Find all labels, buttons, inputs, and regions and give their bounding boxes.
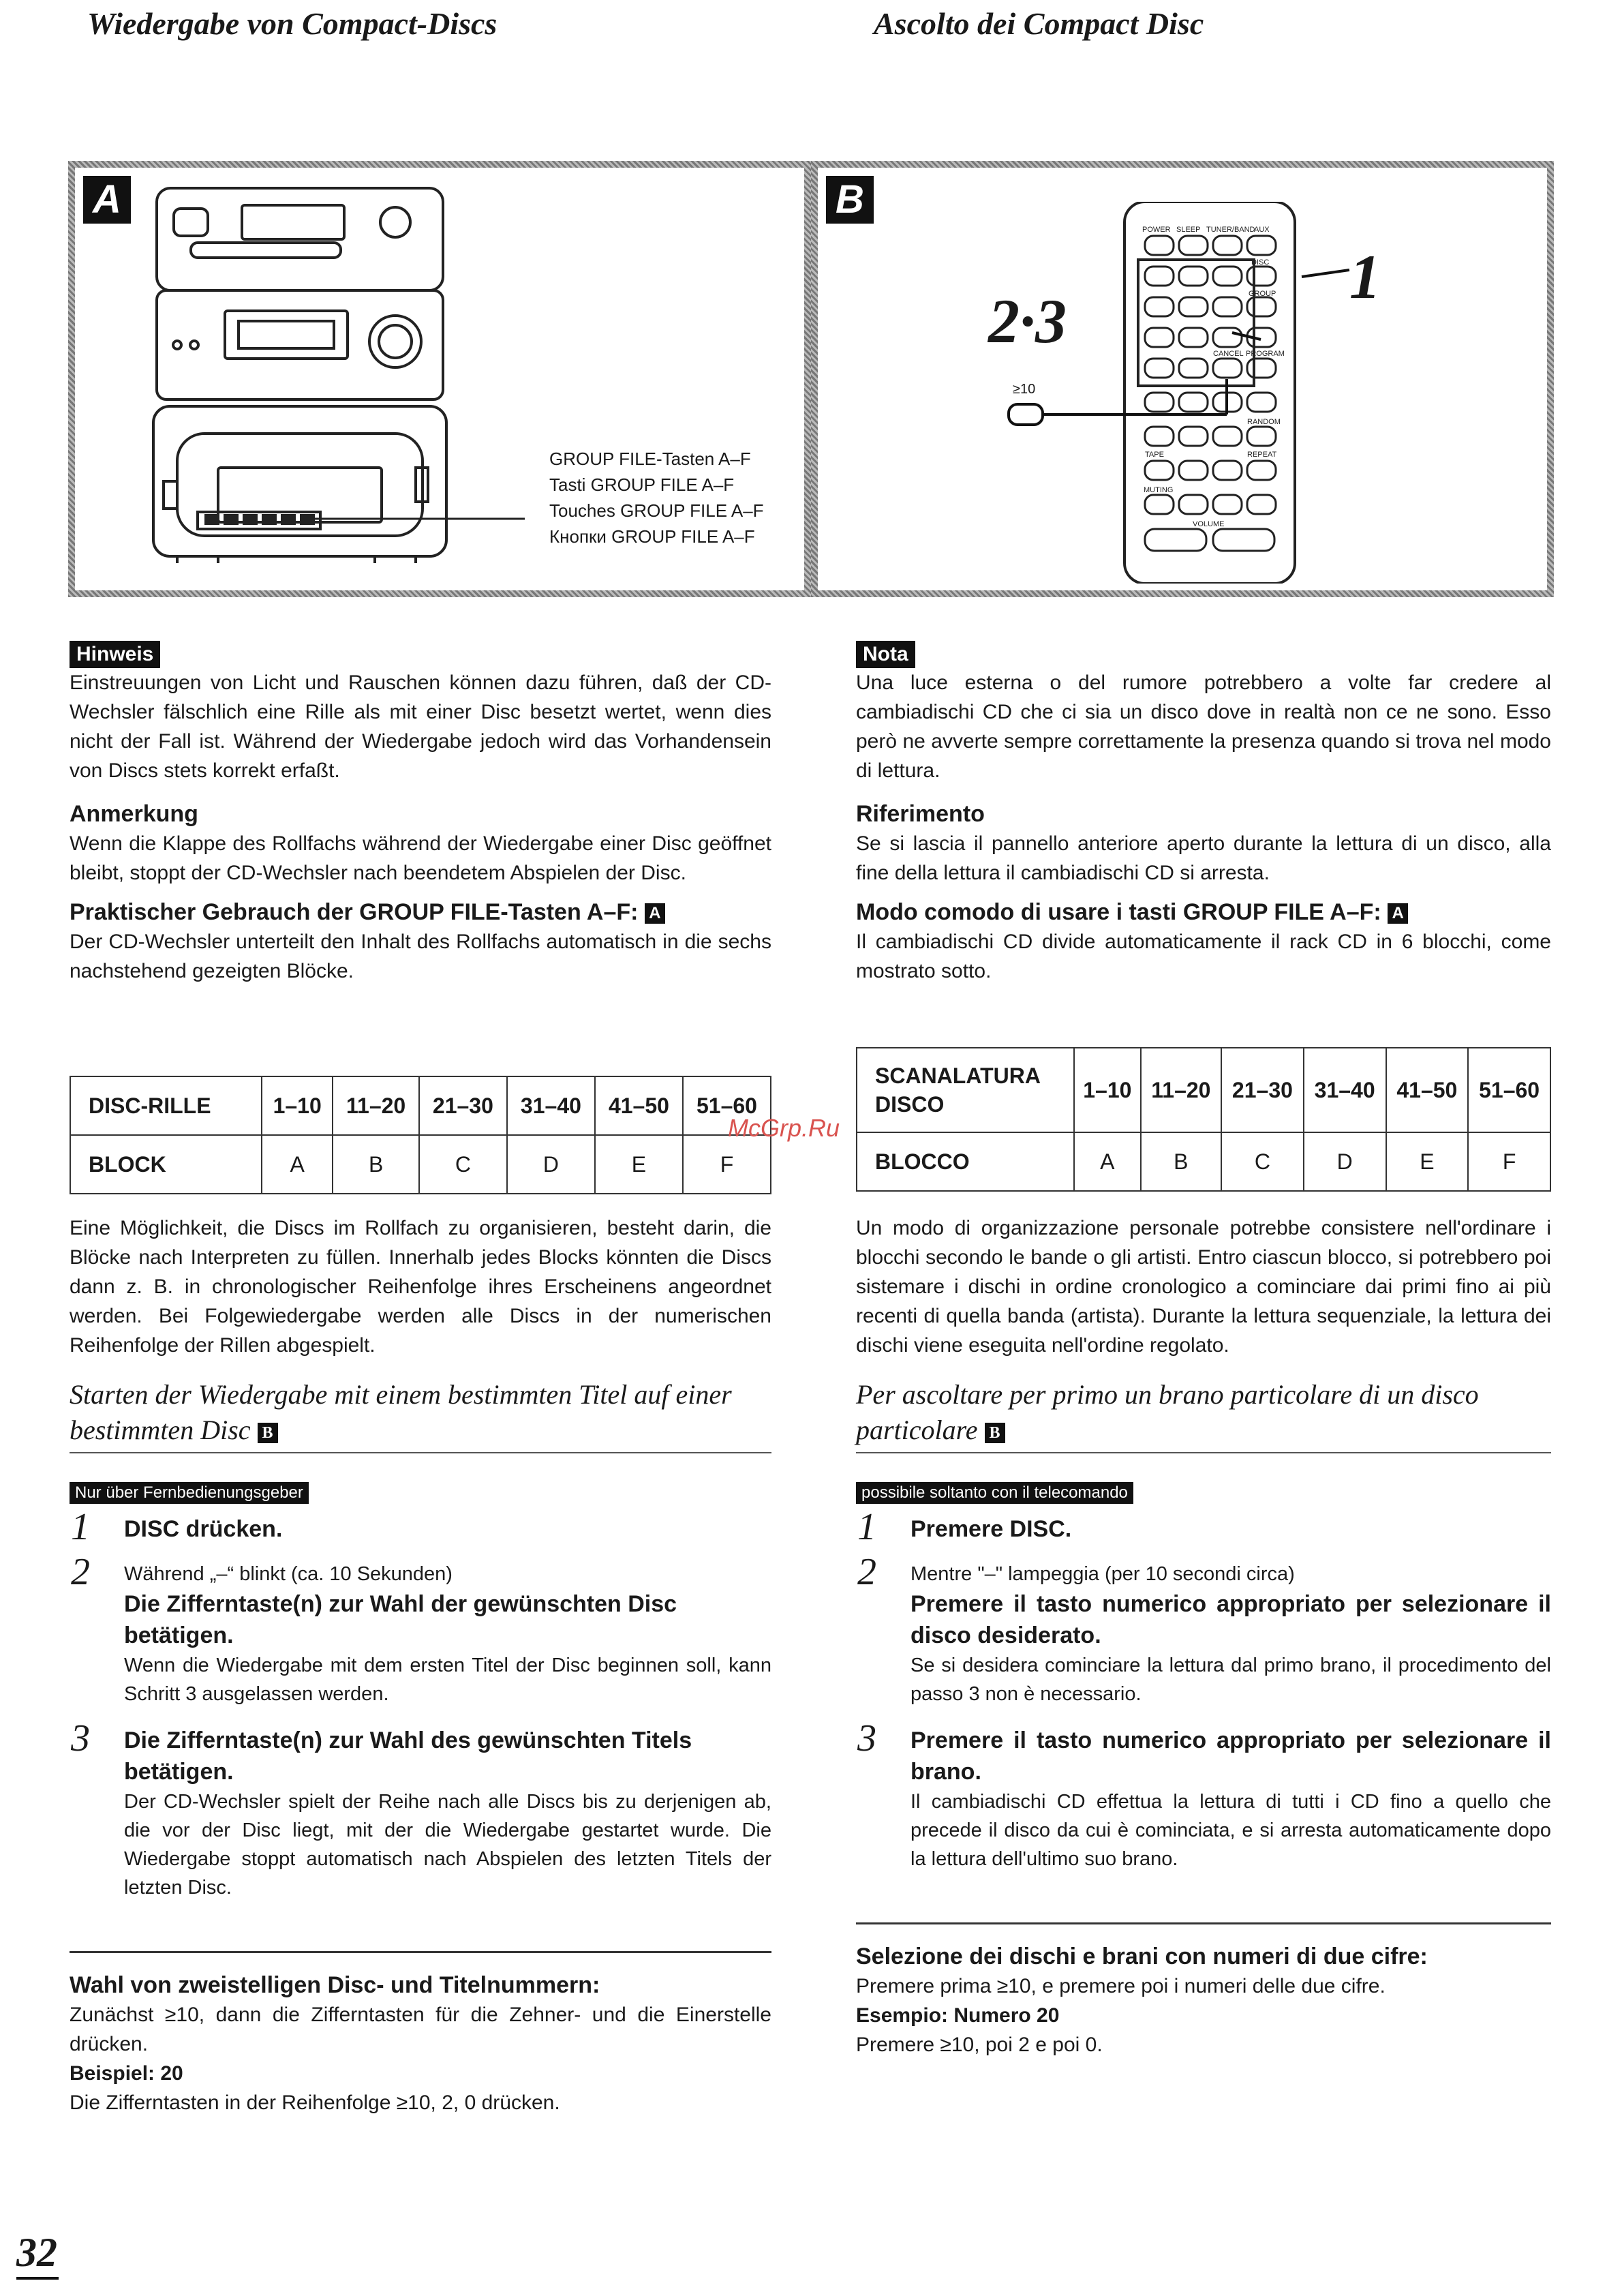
remote-label-muting: MUTING (1144, 486, 1174, 494)
start-heading-it (856, 1377, 1551, 1448)
two-digit-example-it: Premere ≥10, poi 2 e poi 0. (856, 2034, 1103, 2056)
key-10-label: ≥10 (1013, 382, 1036, 397)
remote-label-aux: AUX (1254, 226, 1270, 234)
hinweis-tag: Hinweis (70, 641, 160, 668)
range-cell: 31–40 (507, 1076, 595, 1135)
remote-callout-lines (811, 161, 1540, 584)
step-3-block-de (124, 1725, 771, 1902)
remote-label-power: POWER (1142, 226, 1171, 234)
range-cell: 21–30 (1221, 1048, 1304, 1132)
remote-label-random: RANDOM (1247, 418, 1281, 426)
remote-label-tuner: TUNER/BAND (1206, 226, 1255, 234)
table-row (857, 1132, 1550, 1191)
two-digit-section-de (70, 1970, 771, 2117)
table-row (70, 1135, 771, 1194)
step-number: 3 (71, 1717, 90, 1759)
remote-label-disc: DISC (1251, 258, 1270, 267)
step-1-text-de: DISC drücken. (124, 1516, 283, 1542)
block-cell: F (683, 1135, 771, 1194)
step-number: 2 (857, 1551, 876, 1593)
remote-only-tag-it: possibile soltanto con il telecomando (856, 1482, 1133, 1504)
block-cell: F (1468, 1132, 1550, 1191)
group-file-label-de: GROUP FILE-Tasten A–F (549, 449, 751, 469)
block-cell: C (419, 1135, 507, 1194)
range-cell: 41–50 (595, 1076, 683, 1135)
riferimento-heading: Riferimento (856, 801, 985, 827)
callout-step-23: 2·3 (988, 286, 1067, 356)
disc-block-table-it (856, 1047, 1551, 1192)
group-file-label-list (549, 446, 764, 549)
group-file-text-it: Il cambiadischi CD divide automaticamente il rack CD in 6 blocchi, come mostrato sotto. (856, 931, 1551, 982)
remote-label-group: GROUP (1249, 290, 1276, 298)
two-digit-section-it (856, 1942, 1551, 2059)
example-label-it: Esempio: Numero 20 (856, 2004, 1060, 2027)
block-cell: C (1221, 1132, 1304, 1191)
group-file-heading-de (70, 897, 771, 927)
example-label-de: Beispiel: 20 (70, 2062, 183, 2085)
range-cell: 51–60 (683, 1076, 771, 1135)
remote-label-sleep: SLEEP (1176, 226, 1201, 234)
step-1-text-it: Premere DISC. (910, 1516, 1072, 1542)
disc-block-table-de (70, 1076, 771, 1194)
table-header-cell: BLOCCO (857, 1132, 1074, 1191)
remote-label-volume: VOLUME (1193, 520, 1225, 528)
step-2-condition-it: Mentre "–" lampeggia (per 10 secondi circa) (910, 1563, 1295, 1585)
figure-a-badge: A (83, 176, 131, 224)
hinweis-text: Einstreuungen von Licht und Rauschen können dazu führen, daß der CD-Wechsler fälschlich eine Rille als mit einer Disc besetzt wertet, wenn dies nicht der Fall ist. Während der Wiedergabe jedoch wird das Vorhandensein von Discs stets korrekt erfaßt. (70, 671, 771, 782)
step-number: 1 (857, 1506, 876, 1548)
start-heading-it-text: Per ascoltare per primo un brano particolare di un disco particolare (856, 1379, 1479, 1445)
two-digit-text-it: Premere prima ≥10, e premere poi i numeri delle due cifre. (856, 1975, 1386, 1997)
anmerkung-heading: Anmerkung (70, 801, 198, 827)
step-2-action-it: Premere il tasto numerico appropriato per selezionare il disco desiderato. (910, 1591, 1551, 1648)
remote-only-tag-de: Nur über Fernbedienungsgeber (70, 1482, 309, 1504)
figure-ref-b: B (985, 1423, 1005, 1443)
group-file-label-it: Tasti GROUP FILE A–F (549, 474, 735, 495)
step-3-action-de: Die Zifferntaste(n) zur Wahl des gewünschten Titels betätigen. (124, 1727, 692, 1785)
figure-b-badge: B (826, 176, 874, 224)
group-file-text-de: Der CD-Wechsler unterteilt den Inhalt des Rollfachs automatisch in die sechs nachstehend gezeigten Blöcke. (70, 931, 771, 982)
callout-step-1: 1 (1349, 242, 1381, 312)
block-cell: A (262, 1135, 333, 1194)
step-2-block-it (910, 1560, 1551, 1708)
block-cell: D (1304, 1132, 1386, 1191)
range-cell: 11–20 (1141, 1048, 1221, 1132)
divider (70, 1951, 771, 1953)
organize-text-it: Un modo di organizzazione personale potrebbe consistere nell'ordinare i blocchi secondo le bande o gli artisti. Entro ciascun blocco, si potrebbero poi sistemare i dischi in ordine cronologico a cominciare dai primi fino ai più recenti di quella banda (artista). Durante la lettura sequenziale, la lettura dei dischi viene eseguita nell'ordine regolato. (856, 1217, 1551, 1357)
remote-label-repeat: REPEAT (1247, 451, 1277, 459)
remote-label-cancel: CANCEL (1213, 350, 1244, 358)
step-3-action-it: Premere il tasto numerico appropriato per selezionare il brano. (910, 1727, 1551, 1785)
figure-b-frame (811, 161, 1554, 597)
start-heading-de-text: Starten der Wiedergabe mit einem bestimmten Titel auf einer bestimmten Disc (70, 1379, 732, 1445)
block-cell: E (595, 1135, 683, 1194)
table-header-cell: BLOCK (70, 1135, 262, 1194)
block-cell: A (1074, 1132, 1141, 1191)
italian-column (856, 641, 1551, 986)
group-file-heading-de-text: Praktischer Gebrauch der GROUP FILE-Tasten A–F: (70, 899, 639, 925)
step-3-note-de: Der CD-Wechsler spielt der Reihe nach alle Discs bis zu derjenigen ab, die vor der Disc liegt, mit der die Wiedergabe gestartet wurde. Die Wiedergabe stoppt automatisch nach Abspielen des letzten Titels der letzten Disc. (124, 1791, 771, 1899)
block-cell: B (1141, 1132, 1221, 1191)
table-row (70, 1076, 771, 1135)
divider (856, 1452, 1551, 1453)
remote-label-program: PROGRAM (1246, 350, 1285, 358)
table-row (857, 1048, 1550, 1132)
step-2-action-de: Die Zifferntaste(n) zur Wahl der gewünschten Disc betätigen. (124, 1591, 677, 1648)
german-column (70, 641, 771, 986)
stereo-system-illustration (143, 181, 525, 563)
step-number: 2 (71, 1551, 90, 1593)
range-cell: 31–40 (1304, 1048, 1386, 1132)
step-2-condition-de: Während „–“ blinkt (ca. 10 Sekunden) (124, 1563, 453, 1585)
anmerkung-text: Wenn die Klappe des Rollfachs während der Wiedergabe einer Disc geöffnet bleibt, stoppt der CD-Wechsler nach beendetem Abspielen der Disc. (70, 832, 771, 884)
figure-ref-a: A (1388, 903, 1408, 924)
step-3-note-it: Il cambiadischi CD effettua la lettura di tutti i CD fino a quello che precede il disco da cui è cominciata, e si arresta automaticamente dopo la lettura dell'ultimo suo brano. (910, 1791, 1551, 1870)
figure-ref-a: A (645, 903, 665, 924)
range-cell: 11–20 (333, 1076, 419, 1135)
group-file-heading-it-text: Modo comodo di usare i tasti GROUP FILE A–F: (856, 899, 1381, 925)
start-heading-de (70, 1377, 771, 1448)
step-number: 3 (857, 1717, 876, 1759)
block-cell: B (333, 1135, 419, 1194)
divider (856, 1922, 1551, 1924)
range-cell: 1–10 (262, 1076, 333, 1135)
figure-a-frame (68, 161, 811, 597)
range-cell: 41–50 (1386, 1048, 1469, 1132)
table-header-cell: DISC-RILLE (70, 1076, 262, 1135)
block-cell: E (1386, 1132, 1469, 1191)
remote-label-tape: TAPE (1145, 451, 1164, 459)
two-digit-example-de: Die Zifferntasten in der Reihenfolge ≥10, 2, 0 drücken. (70, 2091, 560, 2114)
range-cell: 21–30 (419, 1076, 507, 1135)
figure-ref-b: B (258, 1423, 278, 1443)
nota-text: Una luce esterna o del rumore potrebbero a volte far credere al cambiadischi CD che ci sia un disco dove in realtà non ce ne sono. Esso però ne avverte sempre correttamente la presenza quando si trova nel modo di lettura. (856, 671, 1551, 782)
page-title-right: Ascolto dei Compact Disc (874, 6, 1204, 41)
two-digit-text-de: Zunächst ≥10, dann die Zifferntasten für die Zehner- und die Einerstelle drücken. (70, 2004, 771, 2055)
step-2-note-it: Se si desidera cominciare la lettura dal primo brano, il procedimento del passo 3 non è necessario. (910, 1655, 1551, 1705)
page-number: 32 (16, 2230, 57, 2275)
two-digit-heading-it: Selezione dei dischi e brani con numeri di due cifre: (856, 1944, 1428, 1969)
group-file-heading-it (856, 897, 1551, 927)
two-digit-heading-de: Wahl von zweistelligen Disc- und Titelnummern: (70, 1972, 600, 1998)
page-number-underline (16, 2277, 59, 2280)
nota-tag: Nota (856, 641, 915, 668)
watermark-text: McGrp.Ru (728, 1114, 840, 1142)
page-title-left: Wiedergabe von Compact-Discs (87, 6, 498, 41)
table-header-line: DISCO (875, 1092, 945, 1117)
riferimento-text: Se si lascia il pannello anteriore aperto durante la lettura di un disco, alla fine della lettura il cambiadischi CD si arresta. (856, 832, 1551, 884)
range-cell: 1–10 (1074, 1048, 1141, 1132)
block-cell: D (507, 1135, 595, 1194)
step-2-note-de: Wenn die Wiedergabe mit dem ersten Titel der Disc beginnen soll, kann Schritt 3 ausgelassen werden. (124, 1655, 771, 1705)
step-number: 1 (71, 1506, 90, 1548)
range-cell: 51–60 (1468, 1048, 1550, 1132)
table-header-line: SCANALATURA (875, 1063, 1041, 1088)
step-3-block-it (910, 1725, 1551, 1873)
group-file-label-ru: Кнопки GROUP FILE A–F (549, 526, 755, 547)
organize-text-de: Eine Möglichkeit, die Discs im Rollfach zu organisieren, besteht darin, die Blöcke nach Interpreten zu füllen. Innerhalb jedes Blocks könnten die Discs dann z. B. in chronologischer Reihenfolge ihres Erscheinens angeordnet werden. Bei Folgewiedergabe werden alle Discs in der numerischen Reihenfolge der Rillen abgespielt. (70, 1217, 771, 1357)
divider (70, 1452, 771, 1453)
table-header-cell (857, 1048, 1074, 1132)
group-file-label-fr: Touches GROUP FILE A–F (549, 500, 764, 521)
step-2-block-de (124, 1560, 771, 1708)
